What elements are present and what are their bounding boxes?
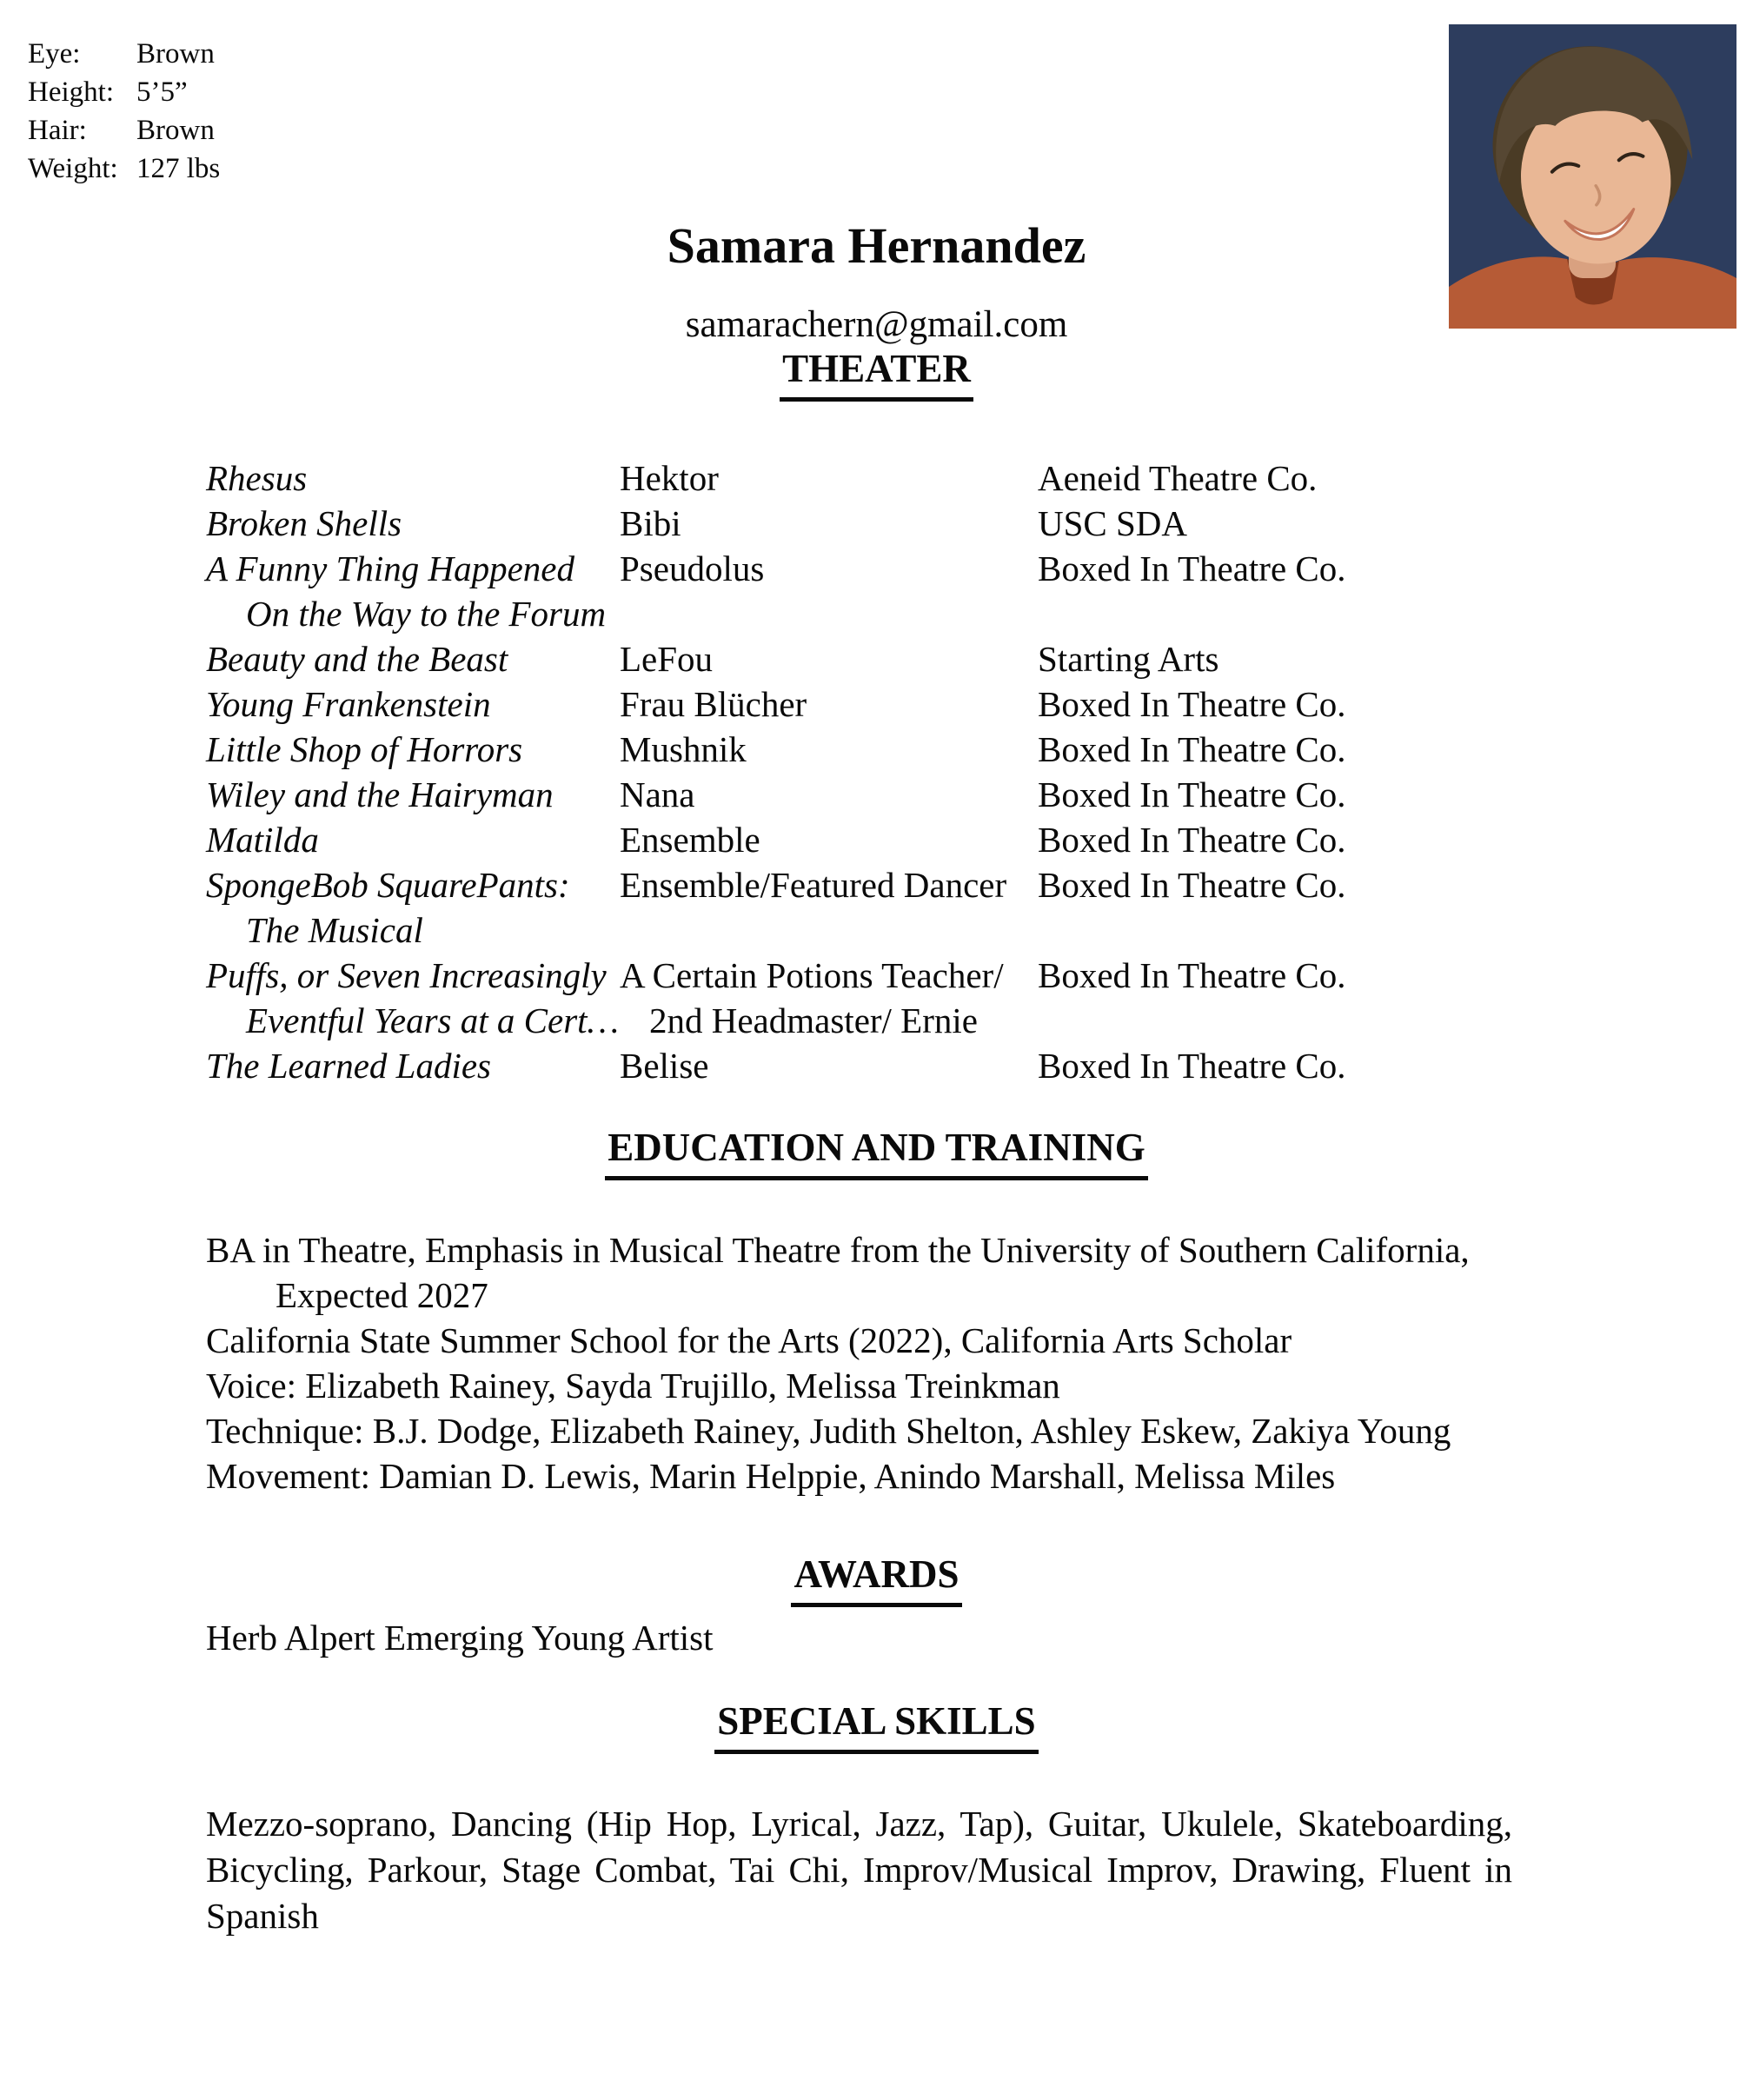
stat-row	[28, 150, 220, 188]
role-cell	[620, 862, 1038, 907]
show-title: SpongeBob SquarePants:	[206, 865, 570, 905]
show-title: The Learned Ladies	[206, 1046, 491, 1086]
role-cell	[620, 636, 1038, 681]
section-header-skills	[0, 1697, 1753, 1754]
table-row	[206, 817, 1562, 862]
stat-value: 127 lbs	[136, 153, 221, 184]
company-cell	[1038, 455, 1562, 501]
role-name: Hektor	[620, 458, 719, 498]
company-cell	[1038, 1043, 1562, 1088]
stat-label: Eye:	[28, 38, 81, 70]
education-line: California State Summer School for the Arts (2022), California Arts Scholar	[206, 1320, 1292, 1360]
role-cell	[620, 546, 1038, 591]
company-name: USC SDA	[1038, 503, 1188, 543]
show-title-cell	[206, 1043, 620, 1088]
role-cell	[620, 501, 1038, 546]
role-cell	[620, 455, 1038, 501]
table-row	[206, 772, 1562, 817]
section-header-awards	[0, 1550, 1753, 1607]
education-list	[206, 1227, 1562, 1499]
show-title: Wiley and the Hairyman	[206, 774, 554, 814]
show-title-cell	[206, 455, 620, 501]
education-line: Voice: Elizabeth Rainey, Sayda Trujillo, Melissa Treinkman	[206, 1366, 1060, 1406]
email-address: samarachern@gmail.com	[685, 304, 1068, 345]
education-line: Technique: B.J. Dodge, Elizabeth Rainey, Judith Shelton, Ashley Eskew, Zakiya Young	[206, 1411, 1451, 1451]
role-name: 2nd Headmaster/ Ernie	[649, 1000, 978, 1040]
show-title-cell	[206, 953, 620, 1043]
stat-value: 5’5”	[136, 76, 188, 108]
section-title: SPECIAL SKILLS	[714, 1697, 1038, 1754]
role-name: Frau Blücher	[620, 684, 807, 724]
role-name: Ensemble	[620, 820, 760, 860]
table-row	[206, 1043, 1562, 1088]
table-row	[206, 727, 1562, 772]
table-row	[206, 455, 1562, 501]
table-row	[206, 546, 1562, 636]
theater-credits-table	[206, 455, 1562, 1088]
stat-value: Brown	[136, 38, 215, 70]
show-title-cell	[206, 772, 620, 817]
role-name: Belise	[620, 1046, 709, 1086]
table-row	[206, 953, 1562, 1043]
show-title: Broken Shells	[206, 503, 402, 543]
section-title: AWARDS	[791, 1550, 961, 1607]
role-cell	[620, 681, 1038, 727]
role-name: Pseudolus	[620, 548, 765, 588]
company-cell	[1038, 501, 1562, 546]
physical-stats	[28, 35, 220, 188]
company-name: Boxed In Theatre Co.	[1038, 865, 1346, 905]
show-title: The Musical	[246, 910, 423, 950]
show-title-cell	[206, 546, 620, 636]
company-cell	[1038, 817, 1562, 862]
company-cell	[1038, 953, 1562, 998]
show-title: Puffs, or Seven Increasingly	[206, 955, 607, 995]
table-row	[206, 636, 1562, 681]
awards-list	[206, 1615, 1562, 1660]
company-name: Boxed In Theatre Co.	[1038, 548, 1346, 588]
role-cell	[620, 1043, 1038, 1088]
show-title: Rhesus	[206, 458, 308, 498]
company-cell	[1038, 862, 1562, 907]
person-name: Samara Hernandez	[667, 217, 1086, 274]
stat-row	[28, 73, 220, 111]
stat-value: Brown	[136, 115, 215, 146]
section-header-education	[0, 1123, 1753, 1180]
table-row	[206, 501, 1562, 546]
show-title-cell	[206, 501, 620, 546]
company-name: Boxed In Theatre Co.	[1038, 774, 1346, 814]
role-name: Bibi	[620, 503, 681, 543]
show-title: Little Shop of Horrors	[206, 729, 523, 769]
table-row	[206, 862, 1562, 953]
role-cell	[620, 953, 1038, 1043]
company-name: Boxed In Theatre Co.	[1038, 955, 1346, 995]
headshot-photo	[1449, 24, 1736, 329]
company-name: Starting Arts	[1038, 639, 1219, 679]
stat-row	[28, 111, 220, 150]
show-title-cell	[206, 636, 620, 681]
role-name: LeFou	[620, 639, 714, 679]
show-title: A Funny Thing Happened	[206, 548, 574, 588]
education-line: BA in Theatre, Emphasis in Musical Theatre from the University of Southern California,	[206, 1230, 1470, 1270]
show-title: Matilda	[206, 820, 319, 860]
company-name: Boxed In Theatre Co.	[1038, 729, 1346, 769]
award-item: Herb Alpert Emerging Young Artist	[206, 1618, 714, 1658]
company-cell	[1038, 681, 1562, 727]
show-title: Eventful Years at a Cert…	[246, 1000, 619, 1040]
company-cell	[1038, 727, 1562, 772]
section-title: THEATER	[780, 344, 973, 402]
role-name: Ensemble/Featured Dancer	[620, 865, 1007, 905]
show-title: On the Way to the Forum	[246, 594, 607, 634]
show-title-cell	[206, 817, 620, 862]
show-title: Beauty and the Beast	[206, 639, 508, 679]
role-cell	[620, 817, 1038, 862]
company-cell	[1038, 546, 1562, 591]
company-name: Aeneid Theatre Co.	[1038, 458, 1318, 498]
company-cell	[1038, 636, 1562, 681]
role-cell	[620, 772, 1038, 817]
company-cell	[1038, 772, 1562, 817]
show-title-cell	[206, 862, 620, 953]
role-name: Mushnik	[620, 729, 747, 769]
stat-label: Hair:	[28, 115, 87, 146]
table-row	[206, 681, 1562, 727]
education-line: Expected 2027	[276, 1275, 488, 1315]
section-header-theater	[0, 344, 1753, 402]
show-title-cell	[206, 727, 620, 772]
show-title-cell	[206, 681, 620, 727]
show-title: Young Frankenstein	[206, 684, 491, 724]
role-name: A Certain Potions Teacher/	[620, 955, 1004, 995]
stat-label: Height:	[28, 76, 114, 108]
role-name: Nana	[620, 774, 695, 814]
special-skills-text: Mezzo-soprano, Dancing (Hip Hop, Lyrical, Jazz, Tap), Guitar, Ukulele, Skateboarding, Bicycling, Parkour, Stage Combat, Tai Chi, Improv/Musical Improv, Drawing, Fluent in Spanish	[206, 1804, 1512, 1936]
stat-label: Weight:	[28, 153, 118, 184]
company-name: Boxed In Theatre Co.	[1038, 820, 1346, 860]
headshot-illustration	[1449, 24, 1736, 329]
stat-row	[28, 35, 220, 73]
company-name: Boxed In Theatre Co.	[1038, 684, 1346, 724]
section-title: EDUCATION AND TRAINING	[605, 1123, 1147, 1180]
role-cell	[620, 727, 1038, 772]
education-line: Movement: Damian D. Lewis, Marin Helppie, Anindo Marshall, Melissa Miles	[206, 1456, 1336, 1496]
company-name: Boxed In Theatre Co.	[1038, 1046, 1346, 1086]
